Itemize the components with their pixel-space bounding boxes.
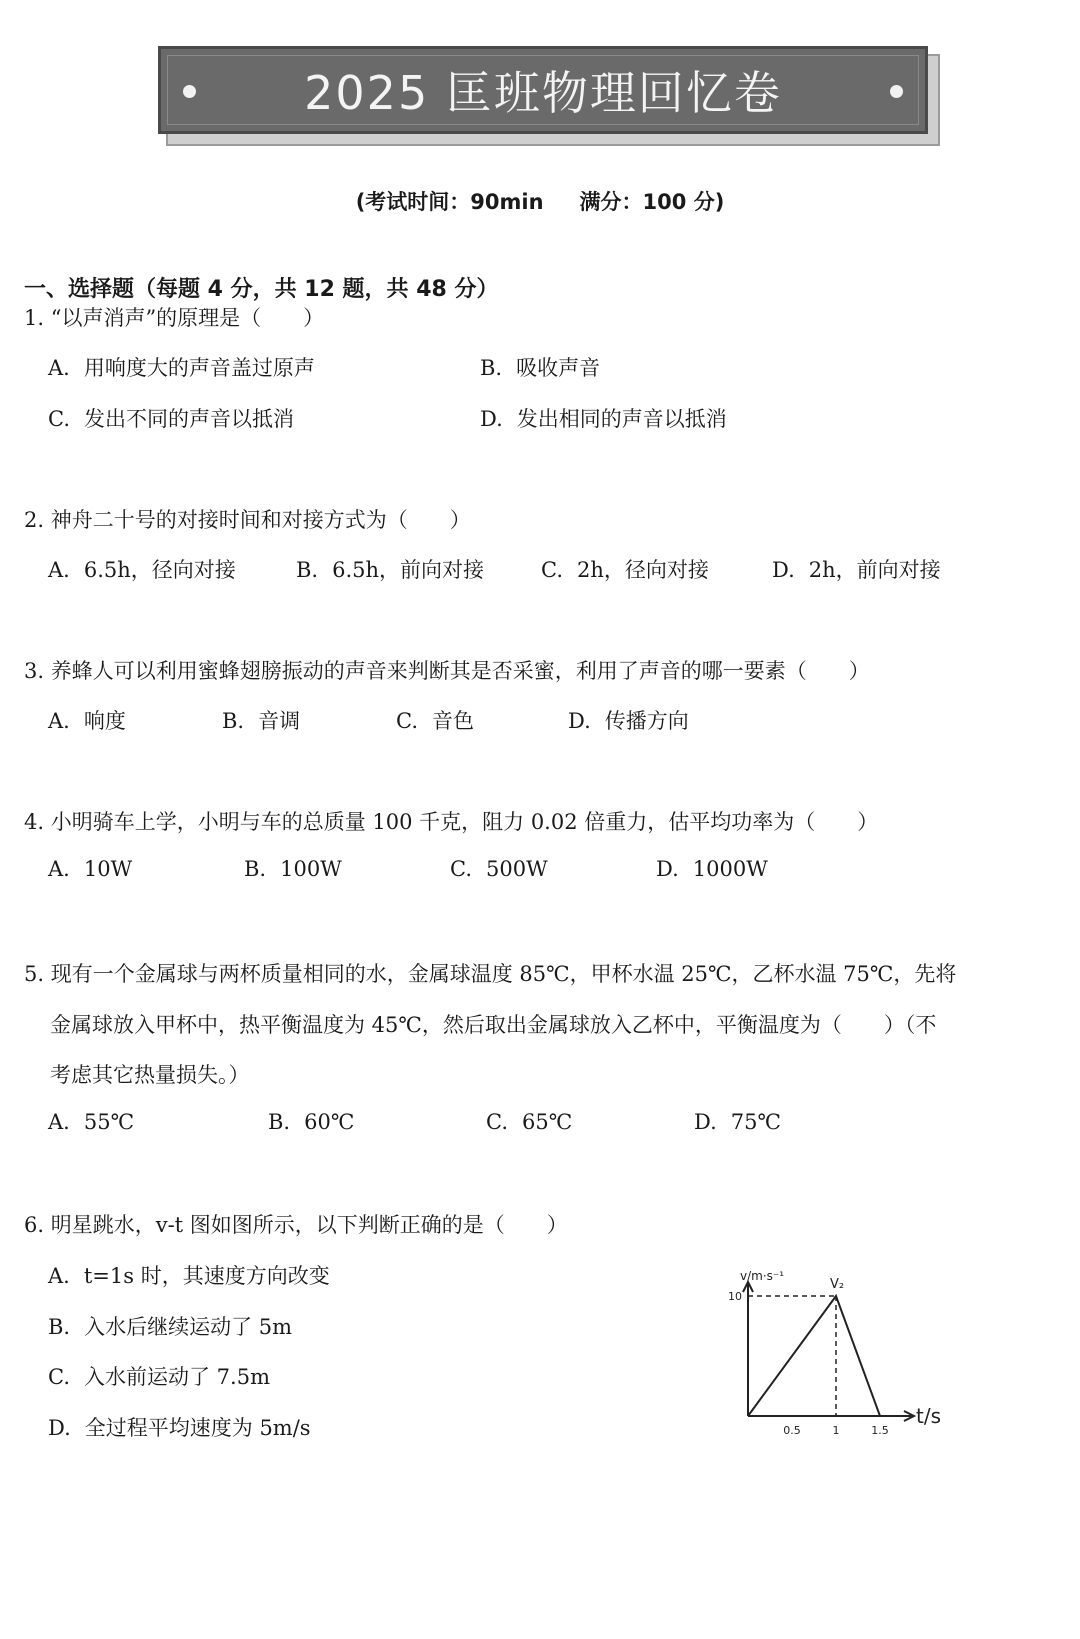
section-heading: 一、选择题（每题 4 分，共 12 题，共 48 分）: [24, 277, 499, 302]
question-5-stem-line-1: 5. 现有一个金属球与两杯质量相同的水，金属球温度 85℃，甲杯水温 25℃，乙杯水温 75℃，先将: [24, 962, 957, 986]
banner-dot-left: [183, 85, 196, 98]
option-letter: A.: [48, 709, 70, 733]
option-letter: D.: [772, 558, 795, 582]
vt-graph: [716, 1270, 966, 1450]
page-title: 2025 匡班物理回忆卷: [304, 66, 782, 120]
option-letter: C.: [48, 1365, 70, 1389]
exam-info: [0, 186, 1080, 216]
option-text: 发出不同的声音以抵消: [84, 407, 294, 431]
x-tick-label: 1.5: [871, 1424, 889, 1437]
question-6-option-b[interactable]: [48, 1311, 292, 1341]
option-letter: A.: [48, 857, 70, 881]
option-letter: B.: [48, 1315, 71, 1339]
question-5-option-b[interactable]: [268, 1110, 354, 1134]
option-letter: A.: [48, 1110, 70, 1134]
option-text: 音色: [432, 709, 474, 733]
option-text: 用响度大的声音盖过原声: [83, 356, 315, 380]
question-3-option-a[interactable]: [48, 705, 126, 735]
option-letter: D.: [656, 857, 679, 881]
question-1-option-d[interactable]: [480, 403, 727, 433]
x-tick-label: 0.5: [783, 1424, 801, 1437]
exam-time: (考试时间：90min: [355, 190, 544, 214]
question-3-option-c[interactable]: [396, 705, 474, 735]
option-letter: C.: [450, 857, 472, 881]
option-text: t=1s 时，其速度方向改变: [83, 1264, 330, 1288]
option-letter: D.: [480, 407, 503, 431]
question-5-option-d[interactable]: [694, 1110, 781, 1134]
option-text: 入水后继续运动了 5m: [84, 1315, 293, 1339]
option-text: 6.5h，径向对接: [83, 558, 236, 582]
option-letter: B.: [244, 857, 267, 881]
option-text: 2h，径向对接: [577, 558, 709, 582]
title-banner: [158, 46, 928, 134]
question-5-option-c[interactable]: [486, 1110, 572, 1134]
question-6-option-c[interactable]: [48, 1361, 270, 1391]
option-text: 发出相同的声音以抵消: [516, 407, 727, 431]
option-text: 入水前运动了 7.5m: [84, 1365, 270, 1389]
option-letter: C.: [396, 709, 418, 733]
option-text: 65℃: [522, 1110, 573, 1134]
question-2-option-c[interactable]: [541, 554, 709, 584]
question-3-option-d[interactable]: [568, 705, 689, 735]
option-letter: D.: [568, 709, 591, 733]
question-6-option-a[interactable]: [48, 1260, 330, 1290]
option-text: 传播方向: [604, 709, 689, 733]
question-6-stem: 6. 明星跳水，v-t 图如图所示，以下判断正确的是（ ）: [24, 1213, 568, 1237]
question-4-option-d[interactable]: [656, 857, 768, 881]
option-letter: D.: [694, 1110, 717, 1134]
question-2-option-a[interactable]: [48, 554, 236, 584]
option-letter: A.: [48, 1264, 70, 1288]
vt-graph-svg: [716, 1270, 966, 1450]
option-letter: C.: [48, 407, 70, 431]
question-1-option-c[interactable]: [48, 403, 294, 433]
option-text: 音调: [258, 709, 301, 733]
question-2-option-b[interactable]: [296, 554, 484, 584]
option-text: 55℃: [83, 1110, 135, 1134]
question-5-option-a[interactable]: [48, 1110, 134, 1134]
question-3-stem: 3. 养蜂人可以利用蜜蜂翅膀振动的声音来判断其是否采蜜，利用了声音的哪一要素（ ）: [24, 659, 870, 683]
y-axis-label: v/m·s⁻¹: [740, 1269, 785, 1283]
option-letter: B.: [296, 558, 319, 582]
option-text: 2h，前向对接: [808, 558, 941, 582]
x-axis-label: t/s: [916, 1404, 941, 1428]
question-4-option-b[interactable]: [244, 857, 342, 881]
option-letter: B.: [268, 1110, 291, 1134]
y-tick-label: 10: [728, 1290, 742, 1303]
option-letter: D.: [48, 1416, 71, 1440]
option-text: 75℃: [730, 1110, 781, 1134]
question-1-option-b[interactable]: [480, 352, 600, 382]
question-1-stem: 1. “以声消声”的原理是（ ）: [24, 306, 325, 330]
option-text: 吸收声音: [516, 356, 601, 380]
question-6-option-d[interactable]: [48, 1412, 311, 1442]
option-letter: C.: [541, 558, 563, 582]
option-text: 响度: [83, 709, 126, 733]
question-1-option-a[interactable]: [48, 352, 315, 382]
option-text: 全过程平均速度为 5m/s: [84, 1416, 311, 1440]
full-score: 满分：100 分): [579, 190, 725, 214]
question-3-option-b[interactable]: [222, 705, 300, 735]
question-4-option-c[interactable]: [450, 857, 548, 881]
option-letter: C.: [486, 1110, 508, 1134]
question-5-stem-line-3: 考虑其它热量损失。）: [50, 1063, 250, 1087]
question-4-option-a[interactable]: [48, 857, 132, 881]
question-5-stem-line-2: 金属球放入甲杯中，热平衡温度为 45℃，然后取出金属球放入乙杯中，平衡温度为（ ）（不: [50, 1013, 937, 1037]
option-letter: B.: [480, 356, 503, 380]
option-text: 60℃: [304, 1110, 355, 1134]
option-text: 1000W: [692, 857, 768, 881]
option-text: 10W: [83, 857, 133, 881]
option-letter: A.: [48, 558, 70, 582]
option-text: 500W: [486, 857, 548, 881]
option-text: 100W: [280, 857, 342, 881]
option-letter: A.: [48, 356, 70, 380]
question-4-stem: 4. 小明骑车上学，小明与车的总质量 100 千克，阻力 0.02 倍重力，估平均功率为（ ）: [24, 810, 879, 834]
x-tick-label: 1: [832, 1424, 840, 1437]
banner-dot-right: [890, 85, 903, 98]
peak-label: V₂: [830, 1277, 845, 1292]
option-letter: B.: [222, 709, 245, 733]
velocity-line: [748, 1296, 880, 1416]
option-text: 6.5h，前向对接: [332, 558, 485, 582]
question-2-stem: 2. 神舟二十号的对接时间和对接方式为（ ）: [24, 508, 471, 532]
question-2-option-d[interactable]: [772, 554, 941, 584]
